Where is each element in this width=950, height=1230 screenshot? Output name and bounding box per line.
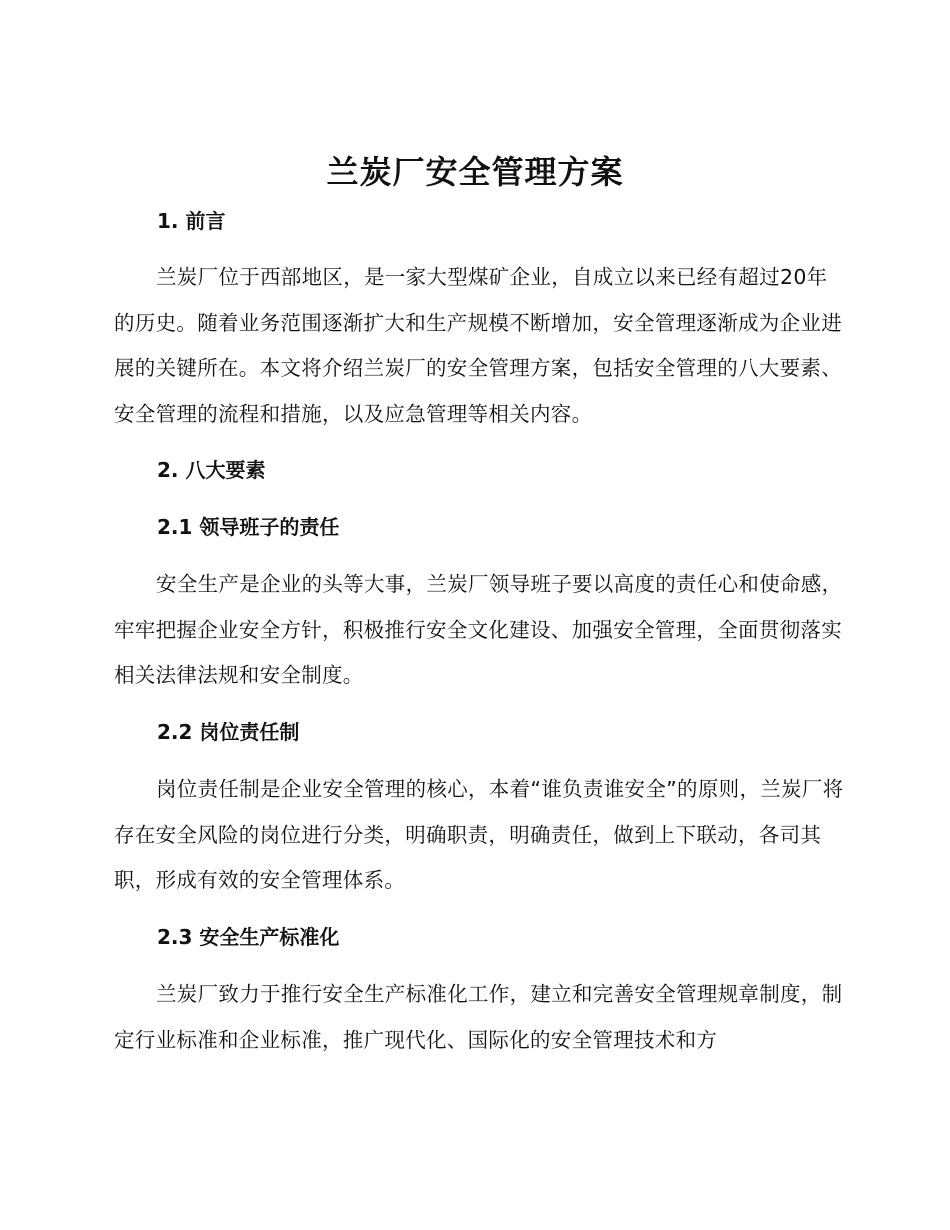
section-heading-preface: 1. 前言 [157, 209, 226, 233]
section-heading-leadership: 2.1 领导班子的责任 [157, 515, 340, 539]
paragraph-standardization: 兰炭厂致力于推行安全生产标准化工作，建立和完善安全管理规章制度，制定行业标准和企业标准，推广现代化、国际化的安全管理技术和方 [114, 982, 843, 1052]
section-heading-standardization: 2.3 安全生产标准化 [157, 925, 340, 949]
section-heading-post-responsibility: 2.2 岗位责任制 [157, 720, 300, 744]
paragraph-preface: 兰炭厂位于西部地区，是一家大型煤矿企业，自成立以来已经有超过20年的历史。随着业务范围逐渐扩大和生产规模不断增加，安全管理逐渐成为企业进展的关键所在。本文将介绍兰炭厂的安全管理方案，包括安全管理的八大要素、安全管理的流程和措施，以及应急管理等相关内容。 [114, 265, 842, 426]
document-title: 兰炭厂安全管理方案 [326, 153, 624, 191]
paragraph-post-responsibility: 岗位责任制是企业安全管理的核心，本着“谁负责谁安全”的原则，兰炭厂将存在安全风险的岗位进行分类，明确职责，明确责任，做到上下联动，各司其职，形成有效的安全管理体系。 [114, 777, 844, 892]
section-heading-eight-elements: 2. 八大要素 [157, 458, 266, 482]
paragraph-leadership: 安全生产是企业的头等大事，兰炭厂领导班子要以高度的责任心和使命感，牢牢把握企业安全方针，积极推行安全文化建设、加强安全管理，全面贯彻落实相关法律法规和安全制度。 [114, 572, 843, 687]
